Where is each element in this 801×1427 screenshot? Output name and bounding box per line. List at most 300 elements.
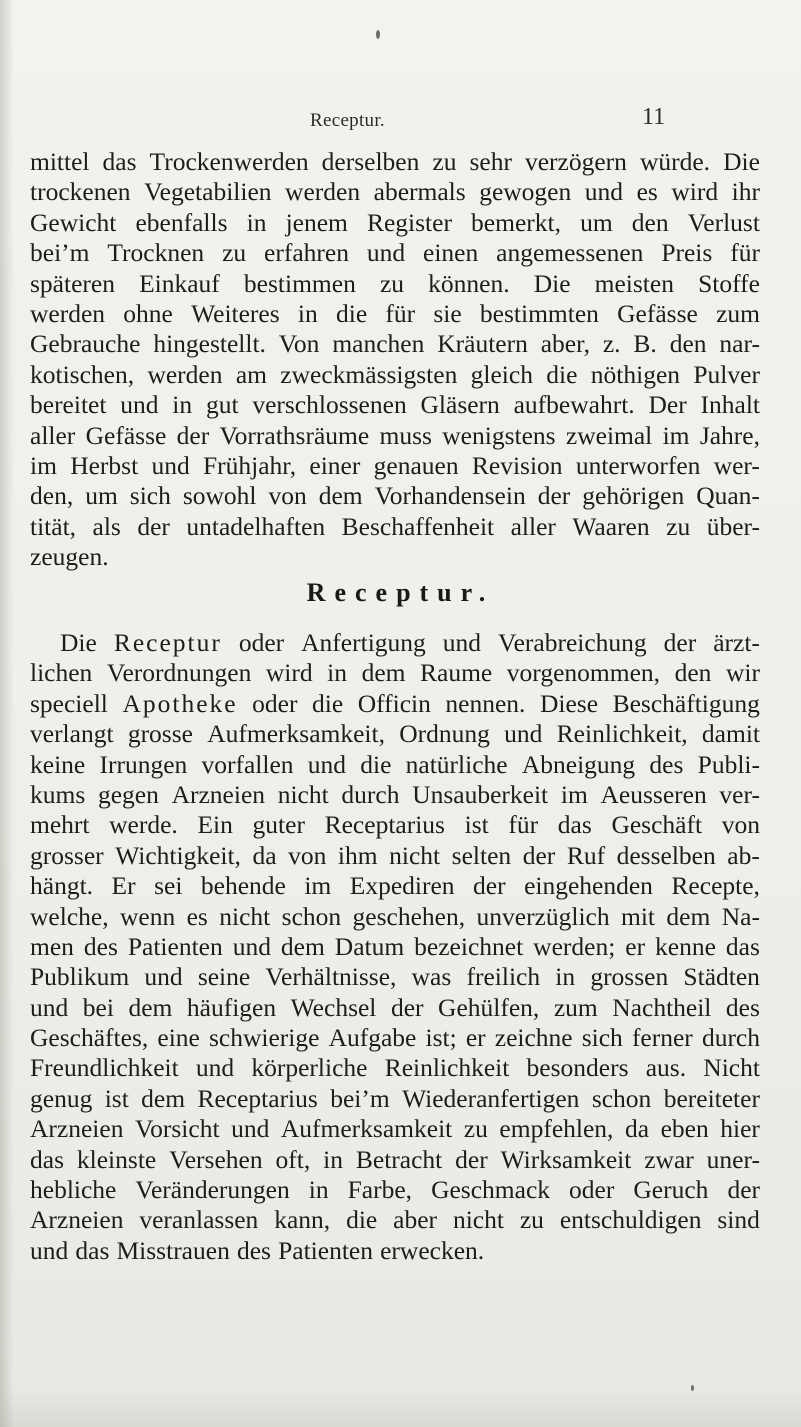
word: Receptur: [113, 628, 222, 657]
word: nar-: [719, 329, 760, 359]
word: bei’m: [30, 238, 90, 268]
word: werden: [147, 359, 223, 389]
word: Beschaffenheit: [341, 511, 495, 541]
word: Betracht: [355, 1144, 443, 1174]
word: verlangt: [30, 719, 114, 749]
word: im: [560, 779, 588, 809]
word: ihr: [731, 177, 760, 207]
word: gewogen: [479, 177, 572, 207]
word: Waaren: [572, 511, 650, 541]
word: nicht: [219, 901, 271, 931]
word: Geruch: [633, 1175, 709, 1205]
word: und: [120, 390, 159, 420]
word: meisten: [594, 268, 674, 298]
word: Vorrathsräume: [219, 420, 370, 450]
word: natürliche: [405, 749, 508, 779]
word: schon: [281, 901, 342, 931]
word: schon: [591, 1083, 652, 1113]
text-line: [30, 810, 760, 840]
word: Patienten: [127, 931, 223, 961]
word: erfahren: [264, 238, 349, 268]
word: des: [83, 931, 118, 961]
word: bereitet: [30, 390, 107, 420]
paragraph-vorrathsraeume: [30, 147, 760, 572]
word: empfehlen,: [499, 1114, 614, 1144]
word: oft,: [275, 1144, 311, 1174]
word: kleinste: [76, 1144, 157, 1174]
word: und: [307, 749, 347, 779]
running-head: Receptur.: [310, 110, 385, 131]
word: Publikum: [30, 962, 130, 992]
word: keine: [30, 749, 86, 779]
word: B.: [633, 329, 657, 359]
word: zweimal: [565, 420, 653, 450]
word: Reinlichkeit: [384, 1053, 510, 1083]
word: Wechsel: [290, 992, 377, 1022]
word: und: [366, 238, 406, 268]
word: bei: [82, 992, 114, 1022]
word: nicht: [277, 779, 329, 809]
word: und: [231, 1114, 270, 1144]
word: und: [144, 962, 183, 992]
word: zum: [553, 992, 598, 1022]
word: nennen.: [445, 688, 526, 718]
word: die: [311, 688, 344, 718]
word: damit: [701, 719, 760, 749]
word: wenigstens: [442, 420, 556, 450]
word: Receptarius: [197, 1083, 318, 1113]
word: über-: [706, 511, 760, 541]
word: die: [346, 1205, 378, 1235]
word: untadelhaften: [186, 511, 326, 541]
word: zweckmässigsten: [280, 359, 458, 389]
word: für: [730, 238, 760, 268]
text-line: [30, 1205, 760, 1235]
word: da: [252, 840, 277, 870]
word: Publi-: [697, 749, 760, 779]
text-line: [30, 238, 760, 268]
word: Arzneien: [171, 779, 266, 809]
word: sie: [433, 298, 462, 328]
word: Gehülfen,: [438, 992, 540, 1022]
word: für: [385, 298, 416, 328]
word: freilich: [466, 962, 541, 992]
word: Vegetabilien: [144, 177, 272, 207]
word: zeugen.: [30, 542, 109, 572]
word: der: [537, 481, 571, 511]
page-bottom-shadow: [0, 1387, 801, 1427]
word: Datum: [334, 931, 405, 961]
word: Register: [366, 207, 452, 237]
word: sind: [717, 1205, 760, 1235]
word: behende: [200, 871, 286, 901]
word: die: [546, 359, 578, 389]
word: men: [30, 931, 74, 961]
text-line: [30, 628, 760, 658]
text-line: [30, 1023, 760, 1053]
word: ist: [464, 810, 489, 840]
word: zu: [666, 511, 691, 541]
text-line: [30, 1175, 760, 1205]
word: und: [195, 1053, 235, 1083]
word: Kräutern: [437, 329, 528, 359]
text-line: [30, 208, 760, 238]
text-line: [30, 750, 760, 780]
word: dem: [318, 481, 363, 511]
paragraph-receptur: [30, 628, 760, 1266]
text-line: [30, 269, 760, 299]
word: Arzneien: [30, 1114, 124, 1144]
word: er: [465, 1023, 486, 1053]
word: mehrt: [30, 810, 90, 840]
word: ver-: [719, 779, 760, 809]
word: Arzneien: [30, 1205, 124, 1235]
word: Gefässe: [85, 420, 167, 450]
word: Frühjahr,: [202, 450, 297, 480]
word: Aufgabe: [328, 1023, 417, 1053]
word: um: [85, 481, 118, 511]
word: im: [662, 420, 690, 450]
word: Na-: [721, 901, 760, 931]
word: Aufmerksamkeit: [280, 1114, 453, 1144]
section-heading: Receptur.: [306, 578, 495, 607]
word: den: [674, 658, 712, 688]
word: zu: [379, 268, 405, 298]
word: Trocknen: [107, 238, 205, 268]
word: angemessenen: [496, 238, 644, 268]
word: muss: [379, 420, 432, 450]
word: und: [504, 719, 543, 749]
word: uner-: [706, 1144, 760, 1174]
word: der: [473, 871, 506, 901]
word: von: [721, 810, 760, 840]
word: Nachtheil: [612, 992, 712, 1022]
word: Gebrauche: [30, 329, 141, 359]
word: wird: [265, 658, 313, 688]
word: zum: [716, 298, 760, 328]
word: grosser: [30, 840, 104, 870]
word: gut: [205, 390, 239, 420]
word: ihm: [337, 840, 378, 870]
text-line: [30, 177, 760, 207]
word: sich: [129, 481, 171, 511]
word: den,: [30, 481, 74, 511]
word: den: [631, 207, 669, 237]
word: bemerkt,: [471, 207, 561, 237]
text-line: [30, 421, 760, 451]
word: der: [455, 1144, 488, 1174]
word: dem: [666, 901, 711, 931]
word: seine: [197, 962, 251, 992]
word: lichen: [30, 658, 93, 688]
word: bereiteter: [663, 1083, 760, 1113]
word: das: [725, 931, 760, 961]
word: das: [102, 147, 137, 176]
word: abermals: [373, 177, 466, 207]
word: von: [288, 840, 327, 870]
word: durch: [341, 779, 400, 809]
word: oder: [252, 688, 298, 718]
word: grosse: [127, 719, 193, 749]
text-line: [30, 658, 760, 688]
word: das: [30, 1144, 64, 1174]
word: Geschmack: [431, 1175, 551, 1205]
word: im: [30, 450, 57, 480]
word: Farbe,: [347, 1175, 413, 1205]
word: Anfertigung: [301, 628, 426, 657]
word: wer-: [713, 450, 760, 480]
word: aller: [30, 420, 76, 450]
word: und: [584, 177, 624, 207]
word: hier: [720, 1114, 760, 1144]
word: der: [727, 1175, 760, 1205]
word: schwierige: [208, 1023, 320, 1053]
word: Nicht: [703, 1053, 760, 1083]
word: aber: [393, 1205, 438, 1235]
word: Die: [60, 628, 97, 657]
word: des: [725, 992, 760, 1022]
text-line: [30, 390, 760, 420]
word: da: [624, 1114, 650, 1144]
word: dem: [361, 658, 406, 688]
word: Freundlichkeit: [30, 1053, 179, 1083]
word: den: [669, 329, 707, 359]
print-speck: [691, 1385, 694, 1391]
word: sich: [581, 1023, 623, 1053]
word: der: [390, 992, 424, 1022]
word: nöthigen: [590, 359, 681, 389]
word: nicht: [389, 840, 441, 870]
text-line: [30, 871, 760, 901]
word: des: [236, 1235, 271, 1265]
text-line: [30, 360, 760, 390]
text-line: [30, 1145, 760, 1175]
word: Patienten: [278, 1235, 373, 1265]
word: Die: [533, 268, 571, 298]
word: Gewicht: [30, 207, 117, 237]
word: desselben: [616, 840, 716, 870]
word: der: [176, 420, 210, 450]
word: gehörigen: [582, 481, 685, 511]
word: kann,: [274, 1205, 331, 1235]
word: in: [327, 658, 348, 688]
word: sei: [154, 871, 183, 901]
text-line: [30, 932, 760, 962]
word: Receptarius: [324, 810, 445, 840]
word: bestimmten: [479, 298, 599, 328]
word: bestimmen: [243, 268, 356, 298]
word: welche,: [30, 901, 109, 931]
word: in: [323, 1144, 343, 1174]
word: werde.: [109, 810, 178, 840]
text-line: [30, 1084, 760, 1114]
word: Wirksamkeit: [500, 1144, 632, 1174]
word: Die: [723, 147, 760, 176]
word: werden: [285, 177, 361, 207]
word: Der: [648, 390, 687, 420]
word: Irrungen: [99, 749, 188, 779]
word: Er: [111, 871, 136, 901]
word: Wichtigkeit,: [115, 840, 241, 870]
word: grossen: [590, 962, 669, 992]
word: Aeusseren: [600, 779, 707, 809]
word: Verabreichung: [498, 628, 647, 657]
text-line: [30, 1053, 760, 1083]
word: in: [555, 962, 576, 992]
word: zu: [222, 238, 247, 268]
text-line: [30, 1114, 760, 1144]
word: geschehen,: [352, 901, 466, 931]
word: speciell: [30, 688, 108, 718]
word: dem: [128, 992, 173, 1022]
word: in: [308, 1175, 329, 1205]
word: am: [235, 359, 267, 389]
word: ärzt-: [713, 628, 760, 657]
word: werden: [30, 298, 106, 328]
word: ist: [104, 1083, 129, 1113]
word: Abneigung: [521, 749, 636, 779]
word: bezeichnet: [414, 931, 524, 961]
word: oder: [238, 628, 285, 657]
word: trockenen: [30, 177, 131, 207]
word: häufigen: [186, 992, 277, 1022]
word: selten: [451, 840, 512, 870]
word: hingestellt.: [153, 329, 266, 359]
word: Ordnung: [399, 719, 490, 749]
word: der: [522, 840, 556, 870]
word: Einkauf: [139, 268, 220, 298]
word: Jahre,: [699, 420, 760, 450]
text-line: [30, 962, 760, 992]
word: Vorsicht: [135, 1114, 220, 1144]
text-line: [30, 512, 760, 542]
word: aber,: [540, 329, 590, 359]
word: z.: [602, 329, 621, 359]
word: mit: [621, 901, 656, 931]
word: mittel: [30, 147, 90, 176]
word: oder: [569, 1175, 615, 1205]
word: Gefässe: [617, 298, 698, 328]
word: Verlust: [687, 207, 760, 237]
word: Pulver: [693, 359, 760, 389]
word: Preis: [661, 238, 713, 268]
word: bei’m: [330, 1083, 390, 1113]
word: einen: [423, 238, 479, 268]
word: zu: [432, 147, 457, 176]
word: hebliche: [30, 1175, 117, 1205]
word: im: [304, 871, 332, 901]
word: zu: [463, 1114, 488, 1144]
word: derselben: [321, 147, 420, 176]
word: Geschäftes,: [30, 1023, 149, 1053]
page-number: 11: [642, 104, 666, 130]
word: wenn: [119, 901, 176, 931]
text-line: [30, 719, 760, 749]
word: Recepte,: [671, 871, 760, 901]
word: er: [625, 931, 646, 961]
word: Vorhandensein: [374, 481, 526, 511]
word: verschlossenen: [252, 390, 407, 420]
word: Expediren: [349, 871, 455, 901]
word: für: [508, 810, 539, 840]
word: Apotheke: [122, 688, 238, 718]
word: eben: [660, 1114, 709, 1144]
word: genauen: [373, 450, 459, 480]
word: späteren: [30, 268, 115, 298]
word: guter: [252, 810, 305, 840]
word: aufbewahrt.: [513, 390, 635, 420]
word: es: [636, 177, 658, 207]
word: gegen: [97, 779, 159, 809]
word: der: [137, 511, 170, 541]
word: wir: [725, 658, 760, 688]
word: das: [557, 810, 592, 840]
text-line: [30, 481, 760, 511]
word: ist;: [425, 1023, 457, 1053]
word: würde.: [639, 147, 711, 176]
word: sehr: [469, 147, 512, 176]
word: Ruf: [566, 840, 606, 870]
word: verzögern: [524, 147, 627, 176]
word: eingehenden: [524, 871, 653, 901]
word: Quan-: [696, 481, 760, 511]
word: unverzüglich: [476, 901, 610, 931]
text-line: [30, 542, 760, 572]
word: ohne: [123, 298, 173, 328]
text-line: [30, 329, 760, 359]
word: einer: [309, 450, 361, 480]
word: gleich: [470, 359, 533, 389]
word: besonders: [526, 1053, 629, 1083]
word: die: [335, 298, 368, 328]
text-line: [30, 451, 760, 481]
word: körperliche: [251, 1053, 368, 1083]
word: eine: [157, 1023, 200, 1053]
word: aller: [510, 511, 556, 541]
word: Aufmerksamkeit,: [207, 719, 385, 749]
word: Wiederanfertigen: [402, 1083, 580, 1113]
word: Ein: [197, 810, 233, 840]
word: und: [232, 931, 271, 961]
word: werden;: [533, 931, 616, 961]
word: in: [172, 390, 193, 420]
word: und: [442, 628, 482, 657]
text-line: [30, 299, 760, 329]
word: Verordnungen: [106, 658, 252, 688]
word: um: [580, 207, 613, 237]
word: nicht: [452, 1205, 504, 1235]
word: veranlassen: [139, 1205, 259, 1235]
word: Officin: [357, 688, 431, 718]
word: Herbst: [70, 450, 139, 480]
word: Raume: [420, 658, 493, 688]
word: vorfallen: [201, 749, 294, 779]
word: es: [186, 901, 208, 931]
word: dem: [141, 1083, 186, 1113]
word: und: [30, 1235, 69, 1265]
word: Beschäftigung: [612, 688, 760, 718]
word: kenne: [655, 931, 716, 961]
word: Verhältnisse,: [265, 962, 397, 992]
word: Weiteres: [191, 298, 280, 328]
word: was: [411, 962, 452, 992]
text-line: [30, 993, 760, 1023]
word: Stoffe: [698, 268, 760, 298]
word: vorgenommen,: [506, 658, 661, 688]
page-gutter-shadow: [0, 0, 14, 1427]
word: in: [246, 207, 267, 237]
word: Städten: [683, 962, 760, 992]
